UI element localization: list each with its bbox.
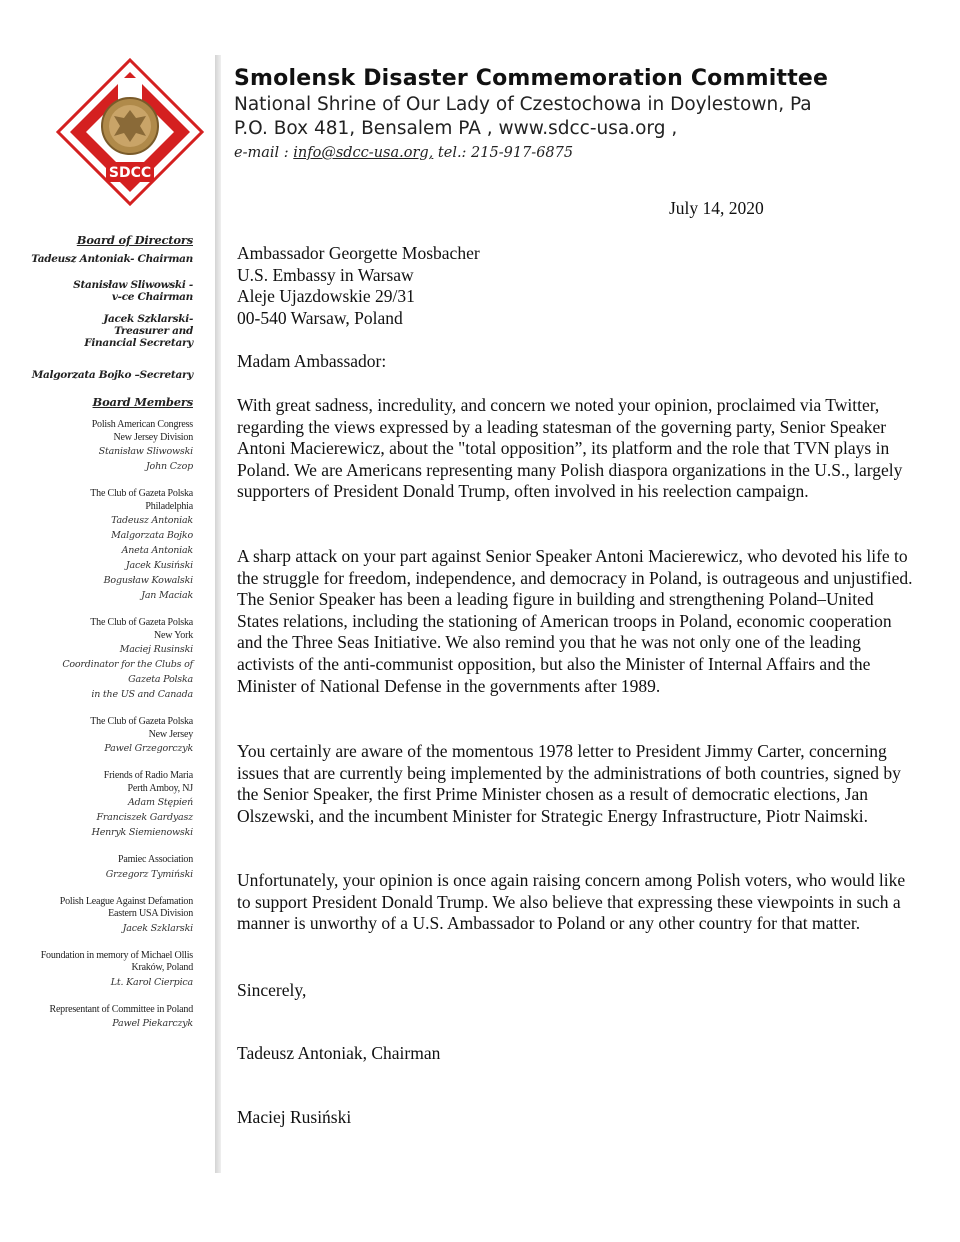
member-name: Jacek Kusiński — [125, 560, 193, 571]
contact-line — [234, 145, 828, 161]
member-name: Lt. Karol Cierpica — [110, 976, 193, 988]
board-member-group — [18, 419, 193, 474]
member-name: Adam Stępień — [127, 797, 193, 808]
board-member-groups — [18, 419, 193, 1031]
board-sidebar — [18, 233, 193, 1045]
recipient-line: Aleje Ujazdowskie 29/31 — [237, 286, 415, 306]
letterhead — [234, 66, 828, 161]
closing: Sincerely, — [237, 980, 307, 1000]
member-org: Kraków, Poland — [131, 962, 193, 973]
member-name: Franciszek Gardyasz — [96, 812, 193, 823]
member-org: Philadelphia — [145, 500, 193, 512]
recipient-line: 00-540 Warsaw, Poland — [237, 307, 403, 328]
paragraph-4: Unfortunately, your opinion is once again raising concern among Polish voters, who would like to support President Donald Trump. We also believe that expressing these viewpoints in such a manner is unworthy of a U.S. Ambassador to Poland or any other country for that matter. — [237, 870, 906, 934]
member-name: Gazeta Polska — [128, 674, 193, 685]
paragraph-3: You certainly are aware of the momentous 1978 letter to President Jimmy Carter, concerning issues that are currently being implemented by the administrations of both countries, signed by the Senior Speaker, the first Prime Minister chosen as a result of democratic elections, Jan Olszewski, and the incumbent Minister for Strategic Energy Infrastructure, Piotr Naimski. — [237, 741, 901, 826]
treasurer-role1: Treasurer and — [114, 325, 193, 337]
member-name: Tadeusz Antoniak — [111, 515, 193, 526]
signer-1: Tadeusz Antoniak, Chairman — [237, 1043, 441, 1063]
member-org: Polish American Congress — [91, 419, 193, 430]
member-org: Perth Amboy, NJ — [127, 782, 193, 794]
member-name: Pawel Piekarczyk — [112, 1018, 193, 1029]
member-name: in the US and Canada — [91, 689, 193, 700]
board-member-group — [18, 617, 193, 702]
paragraph-2: A sharp attack on your part against Senior Speaker Antoni Macierewicz, who devoted his life to the struggle for freedom, independence, and democracy in Poland, is outrageous and unjustified. The Senior Speaker has been a leading figure in building and strengthening Poland–United States relations, including the stationing of American troops in Poland, economic cooperation and the Three Seas Initiative. We also remind you that he was not only one of the leading activists of the anti-communist opposition, but also the Minister of Internal Affairs and the Minister of National Defense in the governments after 1989. — [237, 546, 913, 696]
board-directors-title: Board of Directors — [76, 233, 193, 247]
member-name: Jacek Szklarski — [122, 922, 193, 934]
recipient-line: U.S. Embassy in Warsaw — [237, 264, 414, 285]
board-member-group — [18, 854, 193, 882]
recipient-address — [237, 243, 480, 329]
member-org: New York — [154, 629, 193, 641]
sdcc-logo — [56, 58, 204, 206]
treasurer — [18, 313, 193, 349]
board-members-title: Board Members — [92, 395, 193, 409]
board-member-group — [18, 716, 193, 756]
board-member-group — [18, 488, 193, 603]
board-member-group — [18, 770, 193, 840]
member-org: Friends of Radio Maria — [103, 770, 193, 781]
member-name: John Czop — [145, 461, 193, 472]
org-address-line2: P.O. Box 481, Bensalem PA , www.sdcc-usa.org , — [234, 118, 678, 139]
member-name: Bogusław Kowalski — [103, 575, 193, 586]
member-name: Jan Maciak — [141, 590, 193, 601]
org-name: Smolensk Disaster Commemoration Committee — [234, 66, 829, 91]
treasurer-role2: Financial Secretary — [84, 337, 193, 349]
salutation: Madam Ambassador: — [237, 351, 387, 371]
member-name: Henryk Siemienowski — [91, 827, 193, 838]
member-name: Pawel Grzegorczyk — [104, 743, 193, 754]
logo-text: SDCC — [108, 165, 152, 181]
secretary: Malgorzata Bojko –Secretary — [31, 369, 193, 381]
org-address-line1: National Shrine of Our Lady of Czestochowa in Doylestown, Pa — [234, 94, 812, 115]
letter-date: July 14, 2020 — [669, 198, 764, 218]
board-member-group — [18, 896, 193, 936]
member-org: New Jersey — [148, 728, 193, 740]
chairman: Tadeusz Antoniak- Chairman — [31, 253, 193, 265]
member-org: Eastern USA Division — [108, 908, 193, 919]
member-org: Pamiec Association — [118, 854, 193, 865]
member-org: The Club of Gazeta Polska — [90, 716, 193, 727]
sdcc-logo-graphic — [56, 58, 204, 206]
vice-chairman-role: v-ce Chairman — [111, 291, 193, 303]
board-member-group — [18, 1004, 193, 1032]
member-org: The Club of Gazeta Polska — [90, 488, 193, 499]
member-name: Maciej Rusinski — [119, 644, 193, 655]
member-org: Representant of Committee in Poland — [49, 1003, 193, 1015]
signer-2: Maciej Rusiński — [237, 1107, 352, 1127]
member-org: Polish League Against Defamation — [59, 895, 193, 907]
treasurer-name: Jacek Szklarski- — [103, 313, 193, 325]
member-name: Aneta Antoniak — [121, 545, 193, 556]
member-name: Grzegorz Tymiński — [105, 868, 193, 880]
vice-chairman-name: Stanisław Sliwowski - — [73, 279, 193, 291]
member-name: Malgorzata Bojko — [111, 530, 193, 541]
email-label: e-mail : — [234, 145, 289, 161]
vertical-divider — [215, 55, 221, 1173]
phone: tel.: 215-917-6875 — [437, 145, 574, 161]
email-link[interactable]: info@sdcc-usa.org, — [293, 145, 434, 161]
vice-chairman — [18, 279, 193, 303]
paragraph-1: With great sadness, incredulity, and concern we noted your opinion, proclaimed via Twitter, regarding the views expressed by a leading statesman of the governing party, Senior Speaker Antoni Macierewicz, about the "total opposition”, its platform and the role that TVN plays in Poland. We are Americans representing many Polish diaspora organizations in the U.S., largely supporters of President Donald Trump, often involved in his reelection campaign. — [237, 395, 903, 502]
member-name: Stanisław Sliwowski — [98, 446, 193, 457]
recipient-line: Ambassador Georgette Mosbacher — [237, 243, 480, 263]
member-org: The Club of Gazeta Polska — [90, 617, 193, 628]
member-name: Coordinator for the Clubs of — [62, 659, 193, 670]
member-org: Foundation in memory of Michael Ollis — [40, 949, 193, 961]
member-org: New Jersey Division — [113, 431, 193, 443]
board-member-group — [18, 950, 193, 990]
